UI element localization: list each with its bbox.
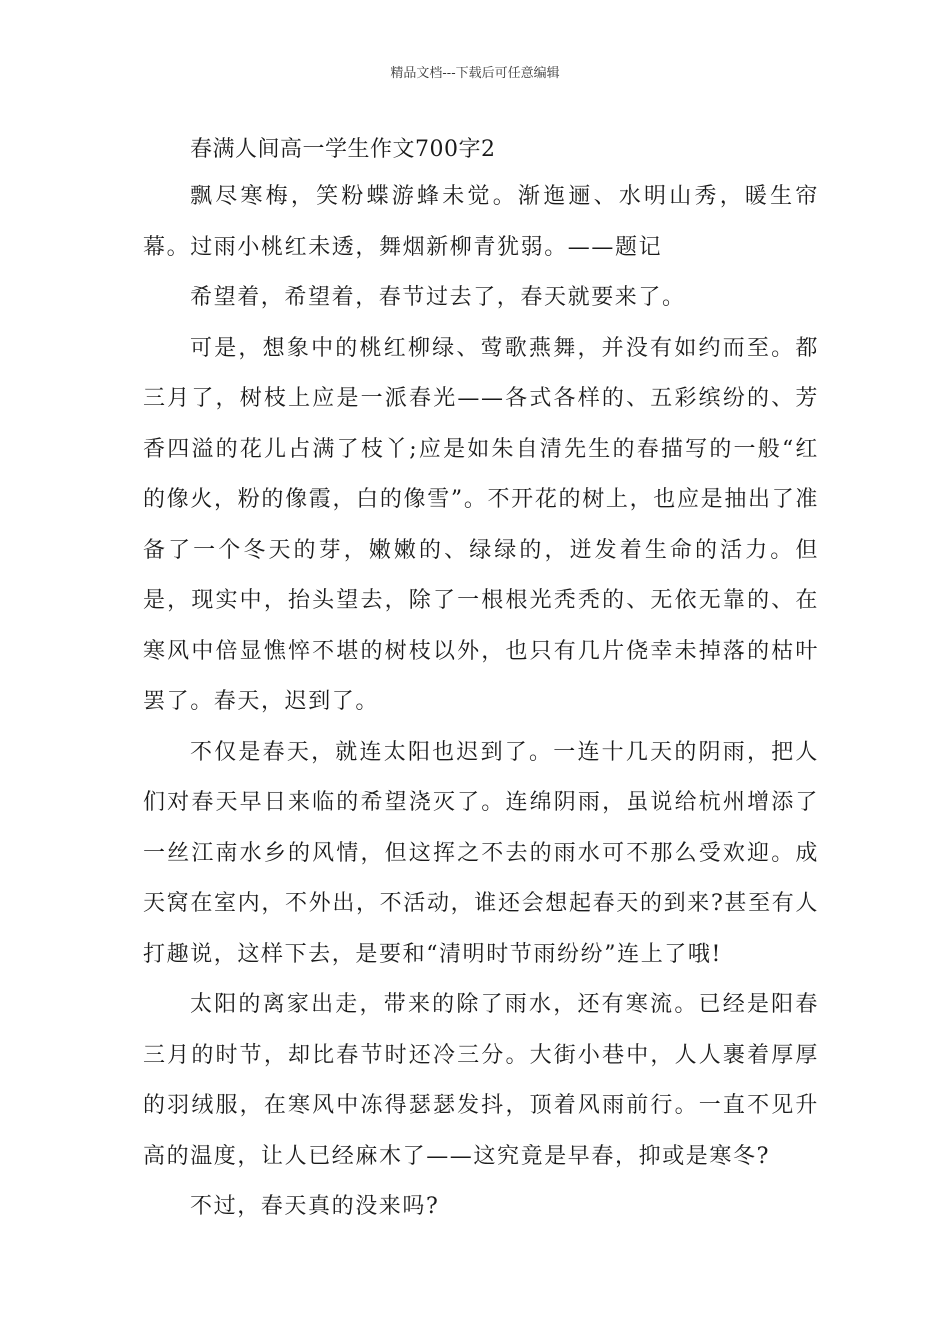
paragraph-5: 不过，春天真的没来吗? (190, 1194, 440, 1219)
paragraph-epigraph: 飘尽寒梅，笑粉蝶游蜂未觉。渐迤逦、水明山秀，暖生帘幕。过雨小桃红未透，舞烟新柳青犹弱。——题记 (143, 184, 819, 260)
document-title: 春满人间高一学生作文700字2 (190, 137, 496, 162)
page-header: 精品文档---下载后可任意编辑 (390, 66, 560, 81)
document-body (143, 132, 819, 1233)
paragraph-3: 不仅是春天，就连太阳也迟到了。一连十几天的阴雨，把人们对春天早日来临的希望浇灭了。连绵阴雨，虽说给杭州增添了一丝江南水乡的风情，但这挥之不去的雨水可不那么受欢迎。成天窝在室内，不外出，不活动，谁还会想起春天的到来?甚至有人打趣说，这样下去，是要和“清明时节雨纷纷”连上了哦! (143, 739, 819, 967)
paragraph-4: 太阳的离家出走，带来的除了雨水，还有寒流。已经是阳春三月的时节，却比春节时还冷三分。大街小巷中，人人裹着厚厚的羽绒服，在寒风中冻得瑟瑟发抖，顶着风雨前行。一直不见升高的温度，让人已经麻木了——这究竟是早春，抑或是寒冬? (143, 992, 819, 1169)
paragraph-1: 希望着，希望着，春节过去了，春天就要来了。 (190, 285, 686, 310)
paragraph-2: 可是，想象中的桃红柳绿、莺歌燕舞，并没有如约而至。都三月了，树枝上应是一派春光——各式各样的、五彩缤纷的、芳香四溢的花儿占满了枝丫;应是如朱自清先生的春描写的一般“红的像火，粉的像霞，白的像雪”。不开花的树上，也应是抽出了准备了一个冬天的芽，嫩嫩的、绿绿的，迸发着生命的活力。但是，现实中，抬头望去，除了一根根光秃秃的、无依无靠的、在寒风中倍显憔悴不堪的树枝以外，也只有几片侥幸未掉落的枯叶罢了。春天，迟到了。 (143, 335, 819, 714)
